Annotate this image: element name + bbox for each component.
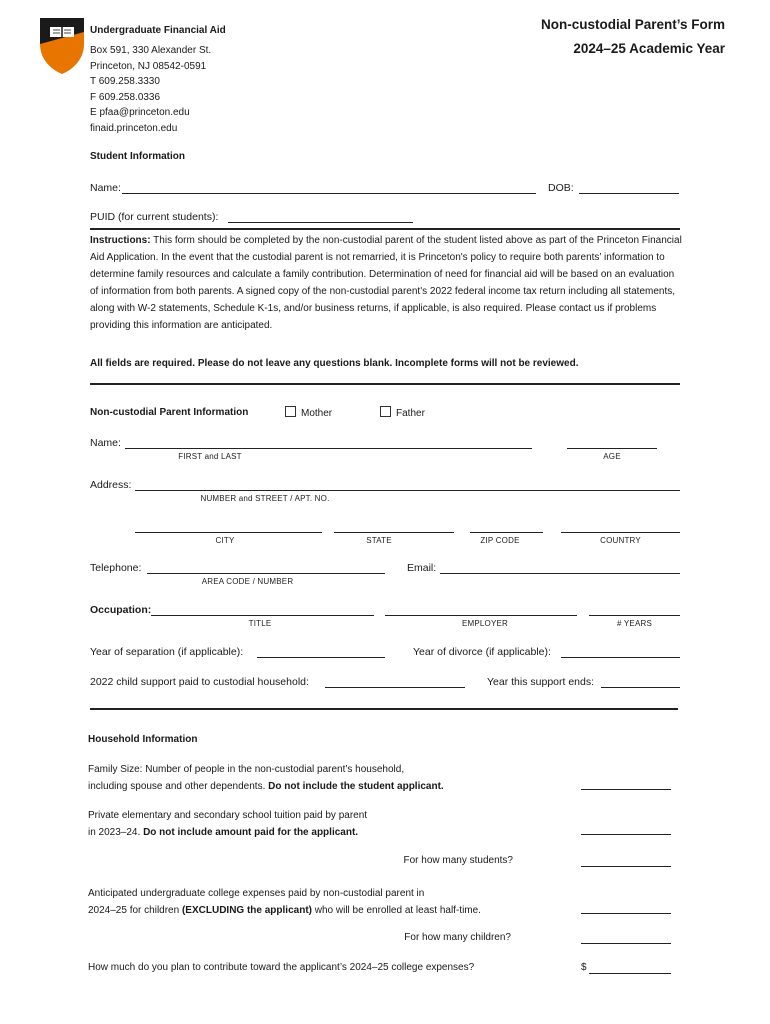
- occupation-label: Occupation:: [90, 604, 152, 616]
- college-expenses-text: who will be enrolled at least half-time.: [314, 905, 481, 916]
- instructions-paragraph: [90, 232, 682, 334]
- student-dob-label: DOB:: [548, 182, 574, 194]
- student-section-heading: Student Information: [90, 151, 185, 162]
- family-size-line: Family Size: Number of people in the non-custodial parent’s household,: [88, 764, 405, 775]
- address-label: Address:: [90, 479, 132, 491]
- email-label: Email:: [407, 562, 437, 574]
- address-line: Box 591, 330 Alexander St.: [90, 45, 212, 56]
- form-title: Non-custodial Parent’s Form: [540, 17, 725, 32]
- divorce-year-field[interactable]: [561, 657, 680, 658]
- telephone-label: Telephone:: [90, 562, 142, 574]
- father-checkbox[interactable]: [380, 406, 425, 419]
- how-many-students-label: For how many students?: [403, 855, 513, 866]
- office-name: Undergraduate Financial Aid: [90, 25, 226, 36]
- puid-field[interactable]: [228, 222, 413, 223]
- private-tuition-field[interactable]: [581, 834, 671, 835]
- divorce-label: Year of divorce (if applicable):: [413, 646, 551, 658]
- employer-caption: EMPLOYER: [461, 619, 509, 628]
- street-caption: NUMBER and STREET / APT. NO.: [200, 494, 330, 503]
- street-field[interactable]: [135, 490, 680, 491]
- parent-name-label: Name:: [90, 437, 121, 449]
- family-size-line: [88, 778, 568, 795]
- student-name-field[interactable]: [122, 193, 536, 194]
- state-field[interactable]: [334, 532, 454, 533]
- college-expenses-note: (EXCLUDING the applicant): [181, 905, 312, 916]
- household-section-heading: Household Information: [88, 734, 198, 745]
- years-caption: # YEARS: [616, 619, 653, 628]
- city-field[interactable]: [135, 532, 322, 533]
- zip-field[interactable]: [470, 532, 543, 533]
- office-address: [90, 43, 211, 136]
- separation-year-field[interactable]: [257, 657, 385, 658]
- telephone-field[interactable]: [147, 573, 385, 574]
- title-caption: TITLE: [248, 619, 272, 628]
- contribution-field[interactable]: [589, 973, 671, 974]
- years-field[interactable]: [589, 615, 680, 616]
- address-line: Princeton, NJ 08542-0591: [90, 60, 207, 72]
- dollar-sign: $: [581, 962, 587, 973]
- checkbox-icon: [380, 406, 391, 417]
- private-tuition-note: Do not include amount paid for the applicant.: [143, 827, 359, 838]
- student-name-label: Name:: [90, 182, 121, 194]
- puid-label: PUID (for current students):: [90, 211, 219, 223]
- college-expenses-field[interactable]: [581, 913, 671, 914]
- email-field[interactable]: [440, 573, 680, 574]
- parent-section-heading: Non-custodial Parent Information: [90, 407, 249, 418]
- private-tuition-question: [88, 807, 568, 841]
- contribution-question: How much do you plan to contribute toward the applicant’s 2024–25 college expenses?: [88, 962, 475, 973]
- college-expenses-question: [88, 885, 568, 919]
- zip-caption: ZIP CODE: [480, 536, 520, 545]
- private-tuition-text: in 2023–24.: [88, 827, 141, 838]
- section-divider: [90, 228, 680, 230]
- email-line: E pfaa@princeton.edu: [90, 107, 190, 118]
- child-support-label: 2022 child support paid to custodial household:: [90, 676, 309, 688]
- parent-name-field[interactable]: [125, 448, 532, 449]
- section-divider: [90, 383, 680, 385]
- family-size-question: [88, 761, 568, 795]
- child-support-field[interactable]: [325, 687, 465, 688]
- phone-line: T 609.258.3330: [90, 76, 160, 87]
- family-size-text: including spouse and other dependents.: [88, 781, 266, 792]
- instructions-lead: Instructions:: [90, 235, 151, 246]
- required-fields-note: All fields are required. Please do not leave any questions blank. Incomplete forms will not be reviewed.: [90, 358, 579, 369]
- state-caption: STATE: [366, 536, 392, 545]
- separation-label: Year of separation (if applicable):: [90, 646, 244, 658]
- how-many-children-field[interactable]: [581, 943, 671, 944]
- how-many-students-field[interactable]: [581, 866, 671, 867]
- occupation-title-field[interactable]: [151, 615, 374, 616]
- city-caption: CITY: [215, 536, 235, 545]
- checkbox-icon: [285, 406, 296, 417]
- employer-field[interactable]: [385, 615, 577, 616]
- private-tuition-line: [88, 824, 568, 841]
- age-caption: AGE: [603, 452, 621, 461]
- princeton-shield-logo: [38, 14, 86, 76]
- how-many-children-label: For how many children?: [404, 932, 511, 943]
- father-label: Father: [396, 408, 425, 419]
- mother-label: Mother: [301, 408, 333, 419]
- college-expenses-line: Anticipated undergraduate college expenses paid by non-custodial parent in: [88, 888, 425, 899]
- country-field[interactable]: [561, 532, 680, 533]
- academic-year: 2024–25 Academic Year: [573, 41, 725, 56]
- parent-age-field[interactable]: [567, 448, 657, 449]
- private-tuition-line: Private elementary and secondary school tuition paid by parent: [88, 810, 368, 821]
- instructions-body: This form should be completed by the non-custodial parent of the student listed above as part of the Princeton Financial Aid Application. In the event that the custodial parent is not remarried, it is Princeton's policy to require both parents’ information to determine family resources and calculate a family contribution. Determination of need for financial aid will be based on an evaluation of information from both parents. A signed copy of the non-custodial parent's 2022 federal income tax return including all statements, along with W-2 statements, Schedule K-1s, and/or business returns, if applicable, is also required. Please contact us if problems providing this information are anticipated.: [90, 235, 682, 331]
- section-divider: [90, 708, 678, 710]
- country-caption: COUNTRY: [600, 536, 641, 545]
- college-expenses-text: 2024–25 for children: [88, 905, 180, 916]
- family-size-note: Do not include the student applicant.: [268, 781, 444, 792]
- area-code-caption: AREA CODE / NUMBER: [201, 577, 294, 586]
- student-dob-field[interactable]: [579, 193, 679, 194]
- website-line: finaid.princeton.edu: [90, 122, 178, 134]
- support-ends-field[interactable]: [601, 687, 680, 688]
- first-last-caption: FIRST and LAST: [178, 452, 242, 461]
- mother-checkbox[interactable]: [285, 406, 332, 419]
- support-ends-label: Year this support ends:: [487, 676, 595, 688]
- fax-line: F 609.258.0336: [90, 91, 161, 103]
- college-expenses-line: [88, 902, 568, 919]
- family-size-field[interactable]: [581, 789, 671, 790]
